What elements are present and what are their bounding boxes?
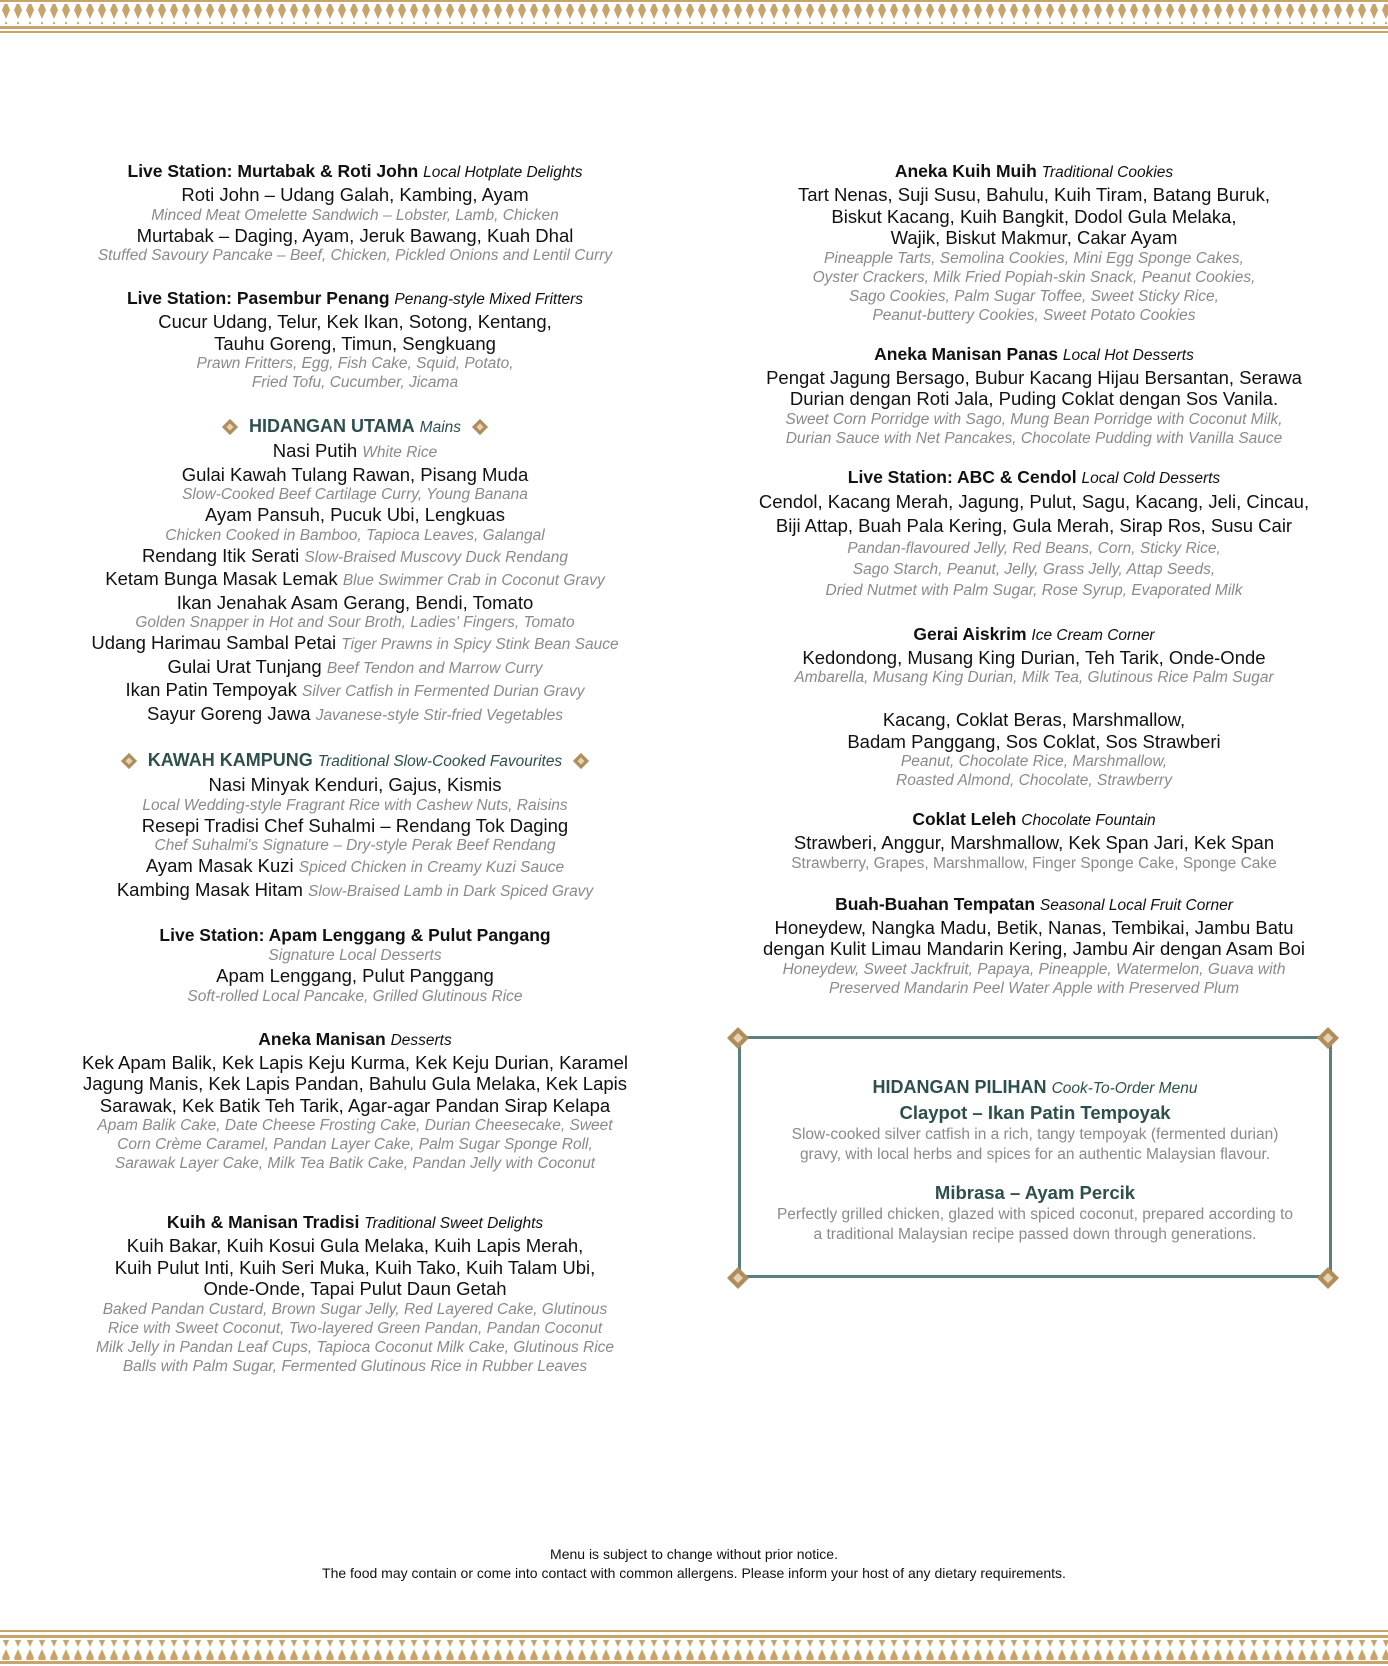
menu-item-english: Preserved Mandarin Peel Water Apple with Preserved Plum [828, 979, 1240, 997]
menu-item: Kuih Pulut Inti, Kuih Seri Muka, Kuih Tako, Kuih Talam Ubi, [114, 1256, 596, 1278]
menu-item: Nasi Putih [272, 440, 358, 461]
menu-item: Nasi Minyak Kenduri, Gajus, Kismis [208, 774, 502, 795]
menu-item-english: Balls with Palm Sugar, Fermented Glutinous Rice in Rubber Leaves [122, 1357, 588, 1375]
menu-item: Tauhu Goreng, Timun, Sengkuang [214, 332, 496, 354]
section-subtitle: Chocolate Fountain [1021, 812, 1156, 829]
menu-item-english: Prawn Fritters, Egg, Fish Cake, Squid, Potato, [196, 355, 514, 372]
section-title: HIDANGAN UTAMA [248, 416, 415, 436]
menu-item: Ketam Bunga Masak Lemak [105, 568, 338, 589]
left-column [72, 160, 638, 1398]
section-title: KAWAH KAMPUNG [147, 750, 313, 770]
section-subtitle: Penang-style Mixed Fritters [394, 291, 584, 308]
section-apam-lenggang [72, 924, 638, 1006]
bottom-decorative-border [0, 1628, 1388, 1664]
section-kawah-kampung [72, 748, 638, 902]
menu-item: Kacang, Coklat Beras, Marshmallow, [882, 709, 1186, 730]
menu-item-english: Peanut-buttery Cookies, Sweet Potato Cookies [872, 306, 1196, 324]
menu-item-english: Apam Balik Cake, Date Cheese Frosting Cake, Durian Cheesecake, Sweet [97, 1117, 613, 1134]
section-title: Live Station: Murtabak & Roti John [127, 161, 419, 181]
menu-item: Tart Nenas, Suji Susu, Bahulu, Kuih Tiram, Batang Buruk, [798, 184, 1270, 205]
menu-item-english: Milk Jelly in Pandan Leaf Cups, Tapioca Coconut Milk Cake, Glutinous Rice [95, 1338, 615, 1356]
section-aneka-manisan [72, 1028, 638, 1174]
section-title: Kuih & Manisan Tradisi [166, 1212, 360, 1232]
section-title: Aneka Manisan [258, 1028, 386, 1049]
menu-item-english: Javanese-style Stir-fried Vegetables [315, 706, 563, 724]
menu-item-english: Blue Swimmer Crab in Coconut Gravy [342, 572, 605, 589]
menu-item-english: Honeydew, Sweet Jackfruit, Papaya, Pineapple, Watermelon, Guava with [782, 960, 1286, 978]
section-gerai-aiskrim [752, 623, 1316, 791]
dish-description: Perfectly grilled chicken, glazed with spiced coconut, prepared according to [776, 1206, 1294, 1223]
dish-description: gravy, with local herbs and spices for an authentic Malaysian flavour. [799, 1146, 1271, 1163]
menu-item-english: Durian Sauce with Net Pancakes, Chocolate Pudding with Vanilla Sauce [785, 429, 1283, 447]
menu-item: Biji Attap, Buah Pala Kering, Gula Merah, Sirap Ros, Susu Cair [775, 514, 1293, 536]
menu-item: Kedondong, Musang King Durian, Teh Tarik, Onde-Onde [802, 646, 1266, 668]
menu-item: Murtabak – Daging, Ayam, Jeruk Bawang, Kuah Dhal [136, 224, 574, 246]
menu-item: Durian dengan Roti Jala, Puding Coklat dengan Sos Vanila. [789, 388, 1279, 409]
section-subtitle: Cook-To-Order Menu [1051, 1080, 1198, 1097]
menu-item-english: Rice with Sweet Coconut, Two-layered Green Pandan, Pandan Coconut [107, 1319, 603, 1337]
menu-item-english: Silver Catfish in Fermented Durian Gravy [302, 683, 585, 700]
menu-item-english: Golden Snapper in Hot and Sour Broth, Ladies' Fingers, Tomato [135, 614, 575, 631]
menu-item-english: Slow-Braised Muscovy Duck Rendang [304, 548, 569, 566]
menu-item: Ayam Pansuh, Pucuk Ubi, Lengkuas [205, 504, 505, 525]
diamond-ornament-icon [572, 752, 590, 770]
menu-item-english: Pandan-flavoured Jelly, Red Beans, Corn, Sticky Rice, [847, 539, 1221, 557]
dish-title: Claypot – Ikan Patin Tempoyak [899, 1102, 1171, 1123]
section-subtitle: Ice Cream Corner [1031, 626, 1155, 644]
menu-item: Apam Lenggang, Pulut Panggang [216, 965, 494, 986]
section-title: Live Station: ABC & Cendol [847, 466, 1077, 487]
menu-item-english: Local Wedding-style Fragrant Rice with Cashew Nuts, Raisins [142, 796, 568, 814]
footer-notice [0, 1545, 1388, 1583]
menu-item-english: Spiced Chicken in Creamy Kuzi Sauce [298, 859, 565, 876]
menu-item-english: Oyster Crackers, Milk Fried Popiah-skin Snack, Peanut Cookies, [812, 268, 1256, 286]
menu-item: Cucur Udang, Telur, Kek Ikan, Sotong, Kentang, [158, 311, 552, 332]
menu-item: dengan Kulit Limau Mandarin Kering, Jambu Air dengan Asam Boi [763, 938, 1305, 959]
menu-item: Sarawak, Kek Batik Teh Tarik, Agar-agar Pandan Sirap Kelapa [99, 1094, 611, 1116]
section-title: Coklat Leleh [912, 809, 1017, 829]
top-decorative-border [0, 0, 1388, 36]
footer-line: Menu is subject to change without prior notice. [550, 1546, 838, 1562]
corner-diamond-icon [1316, 1026, 1340, 1050]
menu-item: Sayur Goreng Jawa [147, 702, 311, 724]
menu-item: Cendol, Kacang Merah, Jagung, Pulut, Sagu, Kacang, Jeli, Cincau, [758, 490, 1310, 512]
section-kuih-muih [752, 160, 1316, 325]
menu-item: Resepi Tradisi Chef Suhalmi – Rendang Tok Daging [141, 814, 569, 836]
menu-item: Ikan Jenahak Asam Gerang, Bendi, Tomato [176, 591, 534, 613]
menu-item-english: Pineapple Tarts, Semolina Cookies, Mini Egg Sponge Cakes, [824, 249, 1244, 267]
corner-diamond-icon [726, 1026, 750, 1050]
menu-item-english: Tiger Prawns in Spicy Stink Bean Sauce [341, 636, 619, 653]
menu-item: Ayam Masak Kuzi [145, 855, 294, 876]
menu-item: Gulai Kawah Tulang Rawan, Pisang Muda [181, 463, 529, 485]
corner-diamond-icon [1316, 1266, 1340, 1290]
menu-item: Honeydew, Nangka Madu, Betik, Nanas, Tembikai, Jambu Batu [774, 916, 1294, 938]
section-subtitle: Local Hotplate Delights [423, 164, 583, 181]
menu-item-english: Roasted Almond, Chocolate, Strawberry [896, 772, 1172, 789]
section-title: Buah-Buahan Tempatan [835, 893, 1036, 914]
menu-item-english: Sago Starch, Peanut, Jelly, Grass Jelly, Attap Seeds, [852, 560, 1216, 578]
section-abc-cendol [752, 466, 1316, 601]
cook-to-order-box [738, 1036, 1332, 1278]
menu-item-english: Peanut, Chocolate Rice, Marshmallow, [900, 753, 1168, 770]
dish-description: Slow-cooked silver catfish in a rich, tangy tempoyak (fermented durian) [791, 1126, 1279, 1143]
menu-item-english: Baked Pandan Custard, Brown Sugar Jelly, Red Layered Cake, Glutinous [102, 1300, 608, 1318]
menu-item-english: Chicken Cooked in Bamboo, Tapioca Leaves, Galangal [165, 526, 545, 544]
menu-item: Onde-Onde, Tapai Pulut Daun Getah [203, 1278, 507, 1299]
menu-item-english: Soft-rolled Local Pancake, Grilled Glutinous Rice [187, 987, 523, 1005]
menu-item: Ikan Patin Tempoyak [125, 679, 297, 700]
section-title: Aneka Kuih Muih [894, 161, 1037, 181]
dish-description: a traditional Malaysian recipe passed down through generations. [813, 1226, 1257, 1243]
section-title: Live Station: Apam Lenggang & Pulut Pangang [159, 925, 551, 945]
section-title: Gerai Aiskrim [913, 623, 1027, 644]
menu-item: Roti John – Udang Galah, Kambing, Ayam [181, 184, 529, 205]
corner-diamond-icon [726, 1266, 750, 1290]
menu-item: Jagung Manis, Kek Lapis Pandan, Bahulu Gula Melaka, Kek Lapis [82, 1073, 628, 1094]
section-subtitle: Traditional Slow-Cooked Favourites [317, 753, 563, 770]
menu-item: Biskut Kacang, Kuih Bangkit, Dodol Gula Melaka, [831, 205, 1237, 227]
section-subtitle: Desserts [390, 1031, 452, 1049]
section-manisan-panas [752, 343, 1316, 448]
menu-item-english: Dried Nutmet with Palm Sugar, Rose Syrup, Evaporated Milk [825, 581, 1243, 599]
menu-item: Kuih Bakar, Kuih Kosui Gula Melaka, Kuih Lapis Merah, [126, 1235, 584, 1256]
menu-item: Kambing Masak Hitam [116, 878, 303, 900]
menu-item-english: White Rice [362, 444, 438, 461]
section-hidangan-utama [72, 414, 638, 726]
menu-item-english: Fried Tofu, Cucumber, Jicama [251, 374, 459, 391]
menu-item: Strawberi, Anggur, Marshmallow, Kek Span Jari, Kek Span [793, 832, 1275, 853]
menu-item-english: Ambarella, Musang King Durian, Milk Tea, Glutinous Rice Palm Sugar [794, 669, 1274, 686]
menu-item-english: Slow-Braised Lamb in Dark Spiced Gravy [308, 882, 594, 900]
section-subtitle: Seasonal Local Fruit Corner [1039, 896, 1233, 914]
section-subtitle: Local Hot Desserts [1062, 346, 1194, 364]
menu-item-english: Corn Crème Caramel, Pandan Layer Cake, Palm Sugar Sponge Roll, [117, 1136, 593, 1153]
menu-item: Udang Harimau Sambal Petai [91, 632, 337, 653]
section-title: Live Station: Pasembur Penang [126, 288, 390, 308]
menu-item: Gulai Urat Tunjang [167, 655, 322, 677]
menu-item-english: Minced Meat Omelette Sandwich – Lobster, Lamb, Chicken [151, 206, 559, 224]
section-subtitle: Signature Local Desserts [268, 947, 442, 964]
diamond-ornament-icon [120, 752, 138, 770]
section-murtabak [72, 160, 638, 265]
section-kuih-tradisi [72, 1211, 638, 1376]
diamond-ornament-icon [221, 418, 239, 436]
section-subtitle: Traditional Cookies [1041, 164, 1174, 181]
menu-item-english: Sago Cookies, Palm Sugar Toffee, Sweet Sticky Rice, [849, 287, 1219, 305]
menu-item-english: Sarawak Layer Cake, Milk Tea Batik Cake, Pandan Jelly with Coconut [114, 1155, 596, 1172]
right-column [752, 160, 1316, 1020]
section-subtitle: Local Cold Desserts [1081, 469, 1221, 487]
section-title: Aneka Manisan Panas [874, 343, 1058, 364]
menu-item: Kek Apam Balik, Kek Lapis Keju Kurma, Kek Keju Durian, Karamel [81, 1051, 628, 1073]
footer-line: The food may contain or come into contact with common allergens. Please inform your host of any dietary requirements. [322, 1565, 1066, 1581]
section-buah-buahan [752, 893, 1316, 998]
menu-item-english: Stuffed Savoury Pancake – Beef, Chicken, Pickled Onions and Lentil Curry [97, 247, 613, 264]
menu-item-english: Chef Suhalmi's Signature – Dry-style Perak Beef Rendang [154, 837, 556, 854]
menu-item: Rendang Itik Serati [141, 544, 300, 566]
section-pasembur [72, 287, 638, 392]
menu-item-english: Beef Tendon and Marrow Curry [326, 659, 543, 677]
menu-item-english: Slow-Cooked Beef Cartilage Curry, Young Banana [182, 486, 528, 503]
section-subtitle: Traditional Sweet Delights [364, 1215, 544, 1232]
section-title: HIDANGAN PILIHAN [872, 1077, 1047, 1097]
section-coklat-leleh [752, 808, 1316, 873]
dish-title: Mibrasa – Ayam Percik [934, 1182, 1136, 1203]
menu-item: Pengat Jagung Bersago, Bubur Kacang Hijau Bersantan, Serawa [766, 366, 1302, 388]
section-subtitle: Mains [419, 419, 462, 436]
menu-item: Badam Panggang, Sos Coklat, Sos Strawberi [847, 730, 1221, 752]
menu-item-english: Sweet Corn Porridge with Sago, Mung Bean Porridge with Coconut Milk, [785, 410, 1283, 428]
menu-item: Wajik, Biskut Makmur, Cakar Ayam [890, 227, 1178, 248]
diamond-ornament-icon [471, 418, 489, 436]
menu-item-english: Strawberry, Grapes, Marshmallow, Finger Sponge Cake, Sponge Cake [791, 854, 1277, 872]
